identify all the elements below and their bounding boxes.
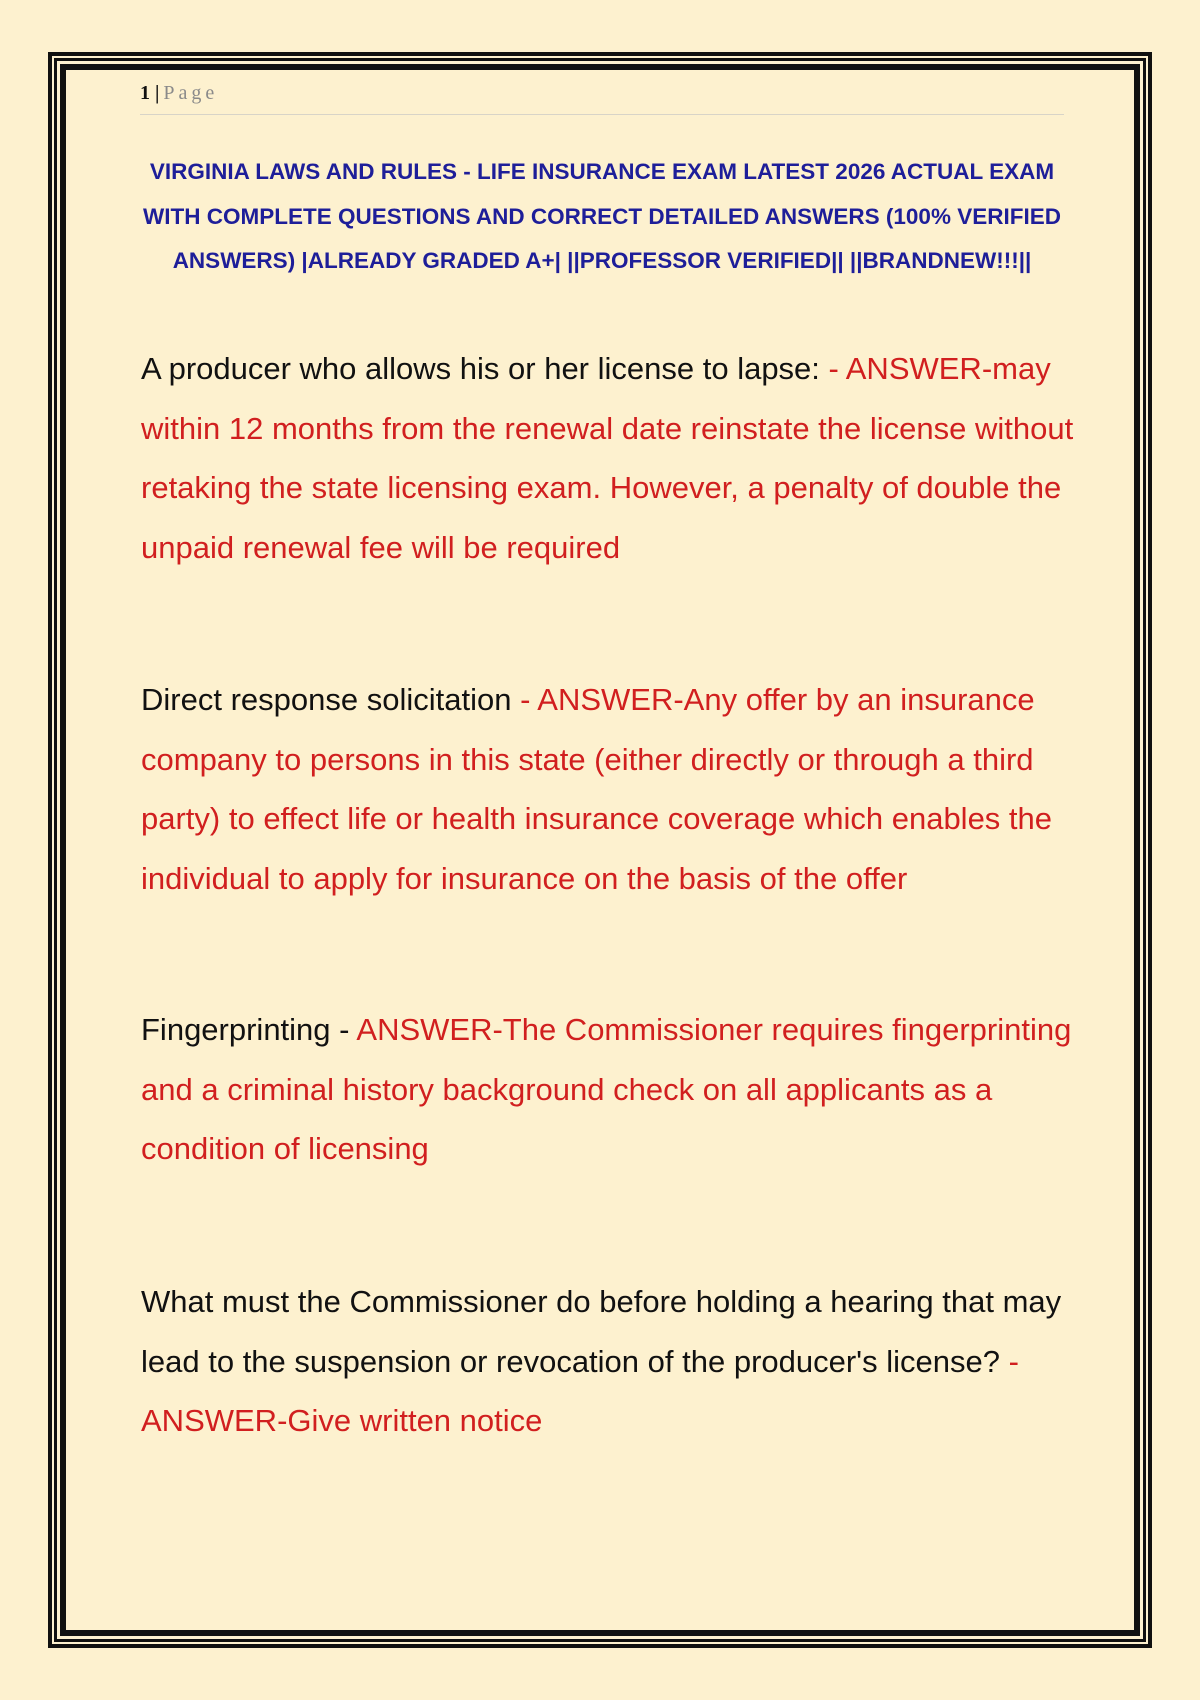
page-label: Page bbox=[163, 82, 219, 104]
qa-item bbox=[141, 339, 1081, 577]
question-text: Direct response solicitation bbox=[141, 682, 521, 717]
qa-item bbox=[141, 1000, 1081, 1179]
question-text: Fingerprinting - bbox=[141, 1012, 357, 1047]
qa-item bbox=[141, 1272, 1081, 1451]
page-separator: | bbox=[155, 82, 160, 104]
document-title: VIRGINIA LAWS AND RULES - LIFE INSURANCE EXAM LATEST 2026 ACTUAL EXAM WITH COMPLETE QUESTIONS AND CORRECT DETAILED ANSWERS (100% VERIFIED ANSWERS) |ALREADY GRADED A+| ||PROFESSOR VERIFIED|| ||BRANDNEW!!!|| bbox=[143, 159, 1061, 273]
page-number: 1 bbox=[140, 82, 150, 104]
answer-text: - ANSWER-Any offer by an insurance company to persons in this state (either directly or through a third party) to effect life or health insurance coverage which enables the individual to apply for insurance on the basis of the offer bbox=[141, 682, 1053, 896]
question-text: A producer who allows his or her license to lapse: bbox=[141, 351, 829, 386]
answer-text: ANSWER-The Commissioner requires fingerprinting and a criminal history background check on all applicants as a condition of licensing bbox=[141, 1012, 1072, 1166]
question-text: What must the Commissioner do before holding a hearing that may lead to the suspension or revocation of the producer's license? bbox=[141, 1284, 1062, 1379]
answer-text: - ANSWER-may within 12 months from the renewal date reinstate the license without retaking the state licensing exam. However, a penalty of double the unpaid renewal fee will be required bbox=[141, 351, 1074, 565]
qa-item bbox=[141, 670, 1081, 908]
answer-text: - ANSWER-Give written notice bbox=[141, 1343, 1019, 1438]
page-header bbox=[140, 80, 1064, 115]
